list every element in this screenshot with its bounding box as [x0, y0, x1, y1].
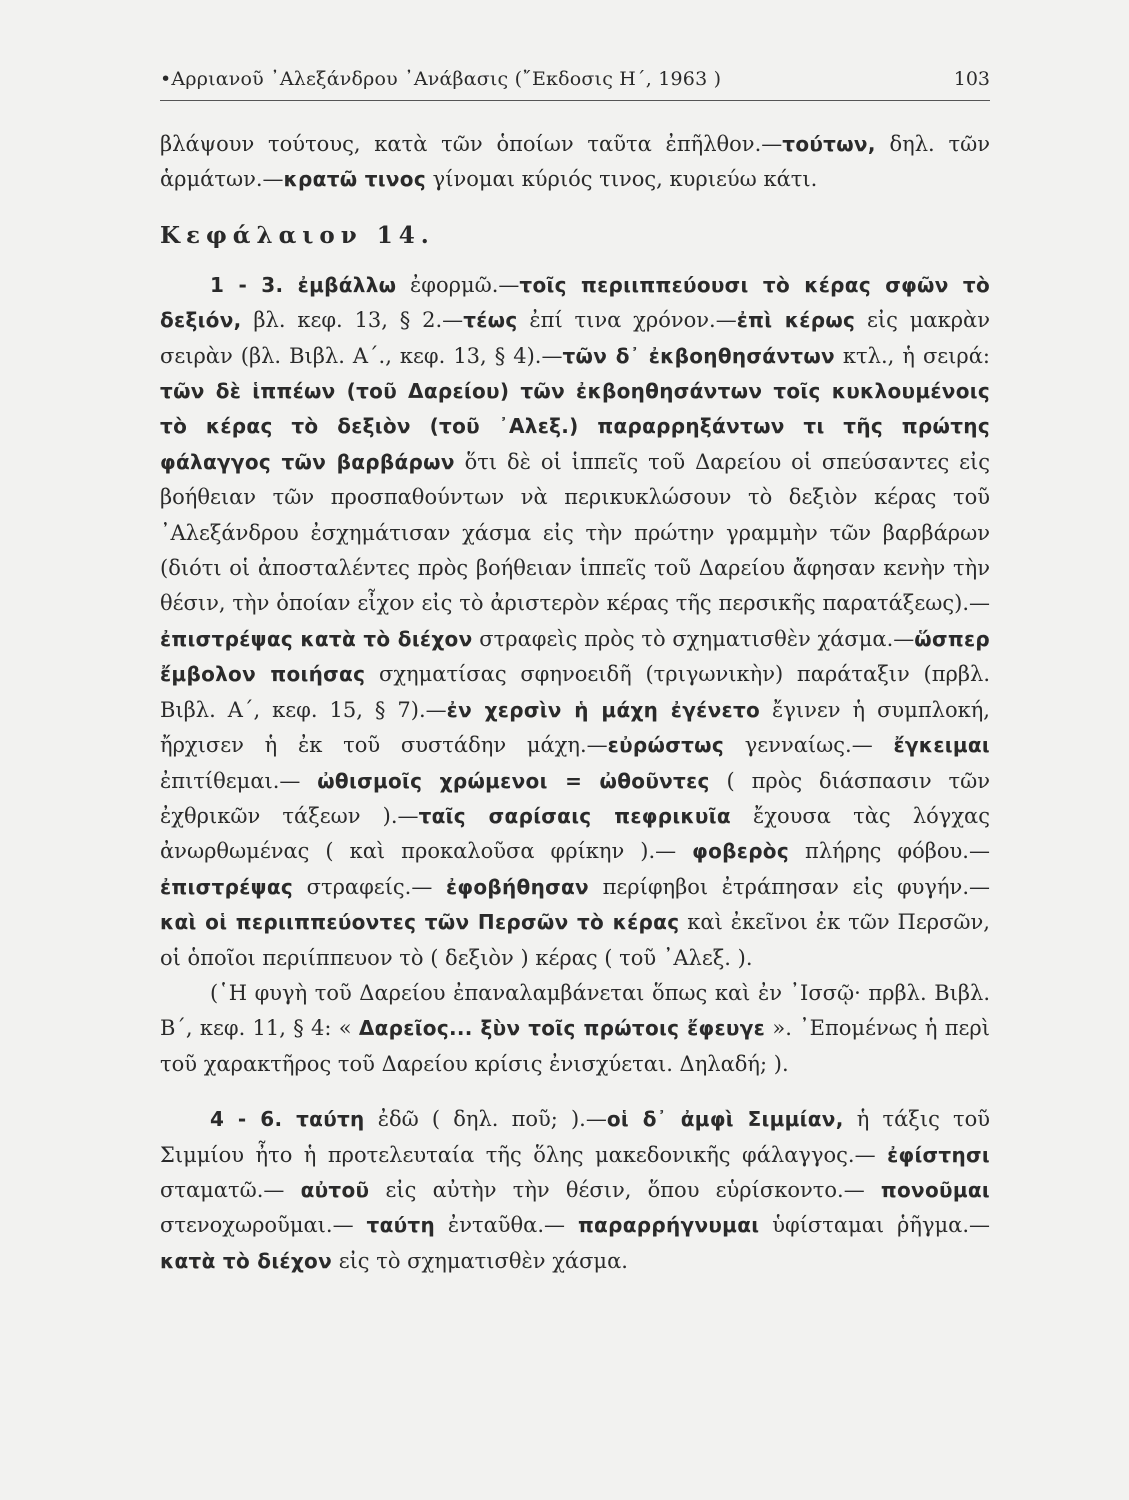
running-header: [160, 64, 990, 101]
gloss-text: ( πρὸς διάσπασιν τῶν ἐχθρικῶν τάξεων ).—: [160, 768, 991, 828]
bold-term: ταύτη: [366, 1213, 436, 1238]
gloss-text: ἐνταῦθα.—: [435, 1213, 578, 1238]
paragraph-3: [160, 976, 990, 1082]
gloss-text: κτλ., ἡ σειρά:: [834, 343, 990, 368]
bold-term: τοῖς περιιππεύουσι τὸ κέρας σφῶν τὸ δεξιόν,: [160, 272, 990, 333]
gloss-text: στραφείς.—: [293, 874, 446, 899]
gloss-text: ὑφίσταμαι ῥῆγμα.—: [759, 1213, 991, 1238]
gloss-text: βλ. κεφ. 13, § 2.—: [241, 308, 464, 333]
bold-term: ἐν χερσὶν ἡ μάχη ἐγένετο: [446, 697, 761, 722]
bold-term: ἐπὶ κέρως: [736, 308, 856, 333]
running-title: •Αρριανοῦ ᾽Αλεξάνδρου ᾽Ανάβασις (῎Εκδοσις Η΄, 1963 ): [160, 68, 722, 90]
gloss-text: ». ᾽Επομένως ἡ περὶ τοῦ χαρακτῆρος τοῦ Δαρείου κρίσις ἐνισχύεται. Δηλαδή; ).: [160, 1016, 990, 1076]
gloss-text: ἐπιτίθεμαι.—: [160, 768, 318, 793]
page-number: 103: [953, 68, 990, 90]
gloss-text: στενοχωροῦμαι.—: [160, 1213, 367, 1238]
gloss-text: ὅτι δὲ οἱ ἱππεῖς τοῦ Δαρείου οἱ σπεύσαντες εἰς βοήθειαν τῶν προσπαθούντων νὰ περικυκλώσουν τὸ δεξιὸν κέρας τοῦ ᾽Αλεξάνδρου ἐσχημάτισαν χάσμα εἰς τὴν πρώτην γραμμὴν τῶν βαρβάρων (διότι οἱ ἀποσταλέντες πρὸς βοήθειαν ἱππεῖς τοῦ Δαρείου ἄφησαν κενὴν τὴν θέσιν, τὴν ὁποίαν εἶχον εἰς τὸ ἀριστερὸν κέρας τῆς περσικῆς παρατάξεως).—: [160, 449, 990, 616]
bold-term: κατὰ τὸ διέχον: [160, 1248, 333, 1273]
paragraph-2: [160, 268, 990, 976]
bold-term: ἐφίστησι: [887, 1142, 990, 1167]
chapter-title: Κεφάλαιον 14.: [160, 221, 435, 249]
gloss-text: ἐπί τινα χρόνον.—: [517, 308, 737, 333]
bold-term: εὐρώστως: [607, 733, 724, 758]
bold-term: 1 - 3. ἐμβάλλω: [210, 272, 397, 297]
bold-term: τούτων,: [782, 132, 876, 156]
gloss-text: βλάψουν τούτους, κατὰ τῶν ὁποίων ταῦτα ἐπῆλθον.—: [160, 132, 783, 156]
bold-term: Δαρεῖος... ξὺν τοῖς πρώτοις ἔφευγε: [358, 1016, 766, 1041]
bold-term: κρατῶ τινος: [283, 167, 426, 192]
bold-term: αὐτοῦ: [300, 1177, 370, 1202]
paragraph-1: [160, 127, 990, 198]
bold-term: ἐπιστρέψας κατὰ τὸ διέχον: [160, 626, 473, 651]
bold-term: τῶν δ᾽ ἐκβοηθησάντων: [562, 343, 835, 368]
bold-term: τέως: [463, 308, 518, 333]
gloss-text: ἡ τάξις τοῦ Σιμμίου ἦτο ἡ προτελευταία τῆς ὅλης μακεδονικῆς φάλαγγος.—: [160, 1107, 990, 1167]
gloss-text: πλήρης φόβου.—: [789, 839, 990, 864]
gloss-text: ἐδῶ ( δηλ. ποῦ; ).—: [364, 1107, 607, 1132]
page-body: [160, 127, 990, 1279]
gloss-text: εἰς τὸ σχηματισθὲν χάσμα.: [332, 1248, 628, 1273]
paragraph-4: [160, 1102, 990, 1279]
bold-term: ἐφοβήθησαν: [445, 874, 589, 899]
bold-term: ἔγκειμαι: [893, 733, 990, 758]
gloss-text: (῾Η φυγὴ τοῦ Δαρείου ἐπαναλαμβάνεται ὅπως καὶ ἐν ᾽Ισσῷ· πρβλ. Βιβλ. Β΄, κεφ. 11, § 4: «: [160, 980, 990, 1041]
gloss-text: δηλ. τῶν ἁρμάτων.—: [160, 132, 990, 192]
gloss-text: ἔχουσα τὰς λόγχας ἀνωρθωμένας ( καὶ προκαλοῦσα φρίκην ).—: [160, 803, 990, 864]
gloss-text: στραφεὶς πρὸς τὸ σχηματισθὲν χάσμα.—: [472, 626, 915, 651]
gloss-text: σταματῶ.—: [160, 1177, 301, 1202]
bold-term: ὠθισμοῖς χρώμενοι = ὠθοῦντες: [317, 768, 710, 793]
gloss-text: εἰς αὐτὴν τὴν θέσιν, ὅπου εὑρίσκοντο.—: [369, 1177, 881, 1202]
bold-term: ὥσπερ ἔμβολον ποιήσας: [160, 626, 990, 687]
gloss-text: εἰς μακρὰν σειρὰν (βλ. Βιβλ. Α΄., κεφ. 13, § 4).—: [160, 308, 990, 368]
bold-term: πονοῦμαι: [880, 1177, 990, 1202]
bold-term: ταῖς σαρίσαις πεφρικυῖα: [418, 803, 731, 828]
gloss-text: ἐφορμῶ.—: [396, 272, 520, 297]
bold-term: παραρρήγνυμαι: [577, 1213, 760, 1238]
bold-term: ἐπιστρέψας: [160, 874, 294, 899]
bold-term: φοβερὸς: [692, 839, 790, 864]
bold-term: τῶν δὲ ἱππέων (τοῦ Δαρείου) τῶν ἐκβοηθησάντων τοῖς κυκλουμένοις τὸ κέρας τὸ δεξιὸν (τοῦ ᾽Αλεξ.) παραρρηξάντων τι τῆς πρώτης φάλαγγος τῶν βαρβάρων: [160, 379, 990, 474]
gloss-text: περίφηβοι ἐτράπησαν εἰς φυγήν.—: [588, 874, 990, 899]
bold-term: 4 - 6. ταύτη: [210, 1107, 365, 1132]
gloss-text: ἔγινεν ἡ συμπλοκή, ἤρχισεν ἡ ἐκ τοῦ συστάδην μάχη.—: [160, 697, 990, 758]
gloss-text: καὶ ἐκεῖνοι ἐκ τῶν Περσῶν, οἱ ὁποῖοι περιίππευον τὸ ( δεξιὸν ) κέρας ( τοῦ ᾽Αλεξ. ).: [160, 910, 990, 970]
gloss-text: σχηματίσας σφηνοειδῆ (τριγωνικὴν) παράταξιν (πρβλ. Βιβλ. Α΄, κεφ. 15, § 7).—: [160, 662, 991, 722]
bold-term: οἱ δ᾽ ἀμφὶ Σιμμίαν,: [606, 1107, 844, 1132]
gloss-text: γενναίως.—: [724, 733, 894, 758]
bold-term: καὶ οἱ περιιππεύοντες τῶν Περσῶν τὸ κέρας: [160, 910, 680, 935]
gloss-text: γίνομαι κύριός τινος, κυριεύω κάτι.: [426, 167, 818, 192]
